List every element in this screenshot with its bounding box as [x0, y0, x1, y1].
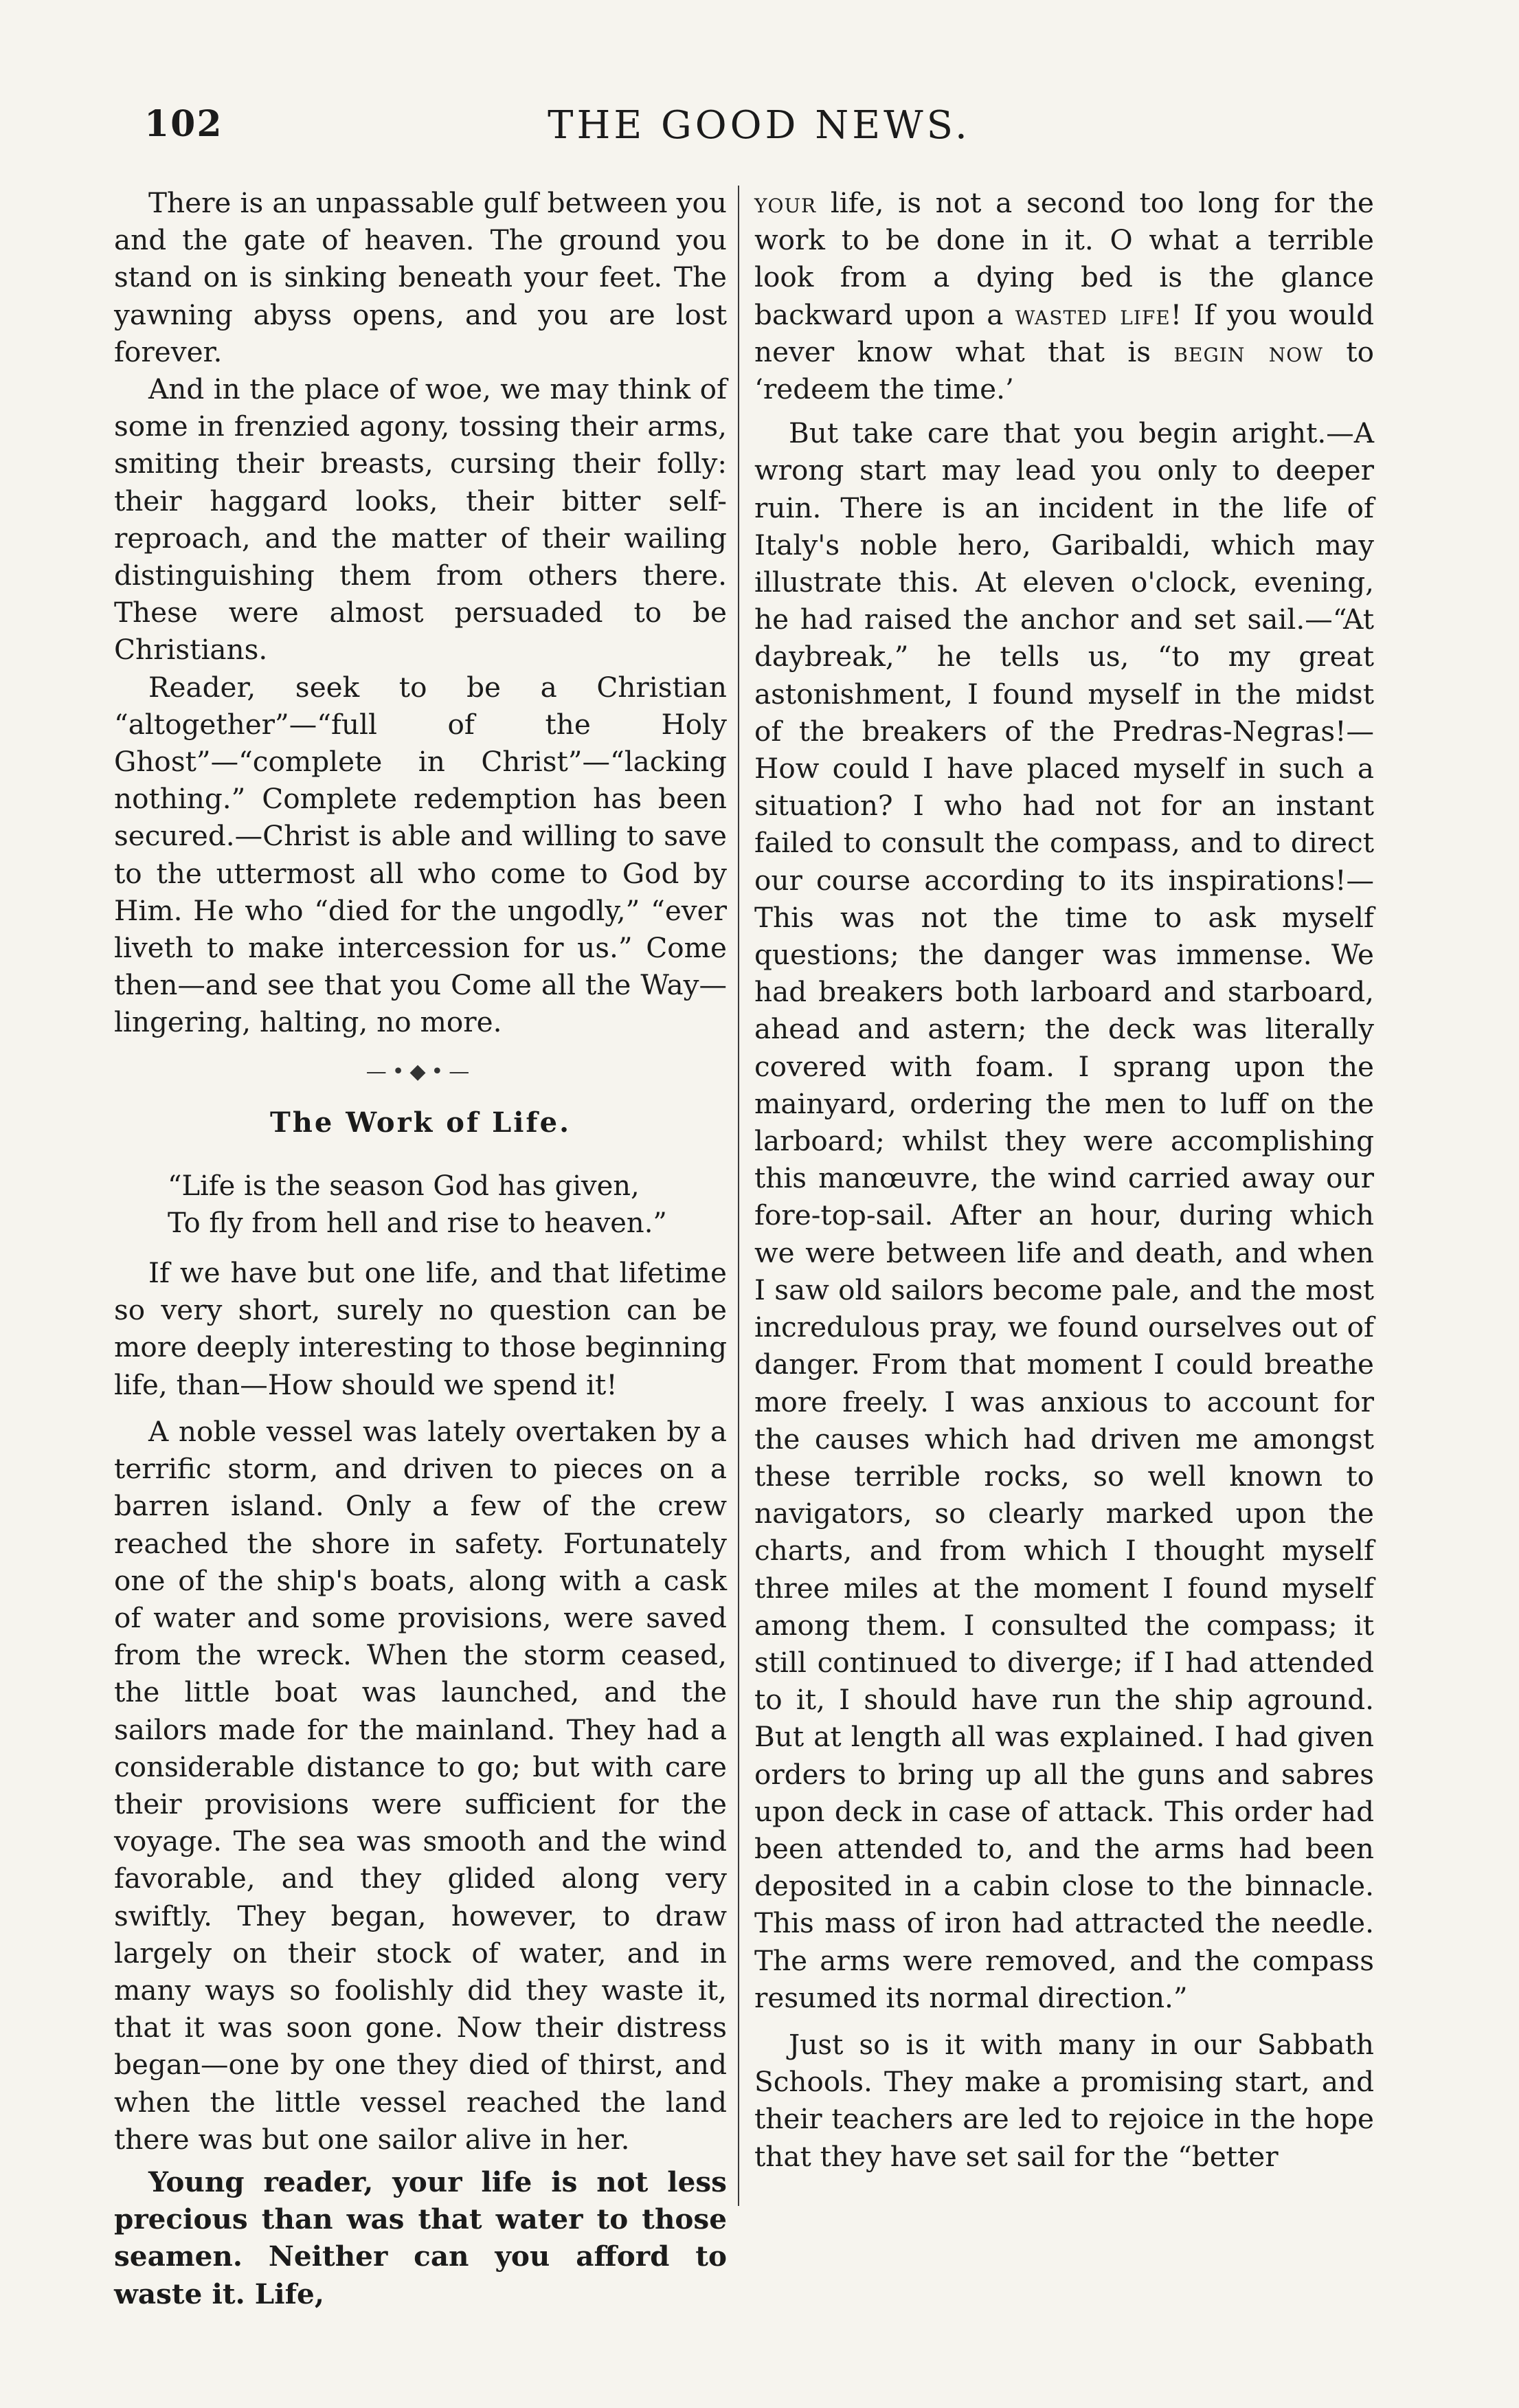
column-rule — [738, 186, 739, 2206]
paragraph: Reader, seek to be a Christian “altogether”—“full of the Holy Ghost”—“complete in Christ”—“lacking nothing.” Complete redemption has been secured.—Christ is able and willing to save to the uttermost all who come to God by Him. He who “died for the ungodly,” “ever liveth to make intercession for us.” Come then—and see that you Come all the Way—lingering, halting, no more. — [114, 670, 727, 1039]
paragraph: If we have but one life, and that lifetime so very short, surely no question can be more deeply interesting to those beginning life, than—How should we spend it! — [114, 1256, 727, 1401]
paragraph: But take care that you begin aright.—A wrong start may lead you only to deeper ruin. There is an incident in the life of Italy's noble hero, Garibaldi, which may illustrate this. At eleven o'clock, evening, he had raised the anchor and set sail.—“At daybreak,” he tells us, “to my great astonishment, I found myself in the midst of the breakers of the Predras-Negras!—How could I have placed myself in such a situation? I who had not for an instant failed to consult the compass, and to direct our course according to its inspirations!—This was not the time to ask myself questions; the danger was immense. We had breakers both larboard and starboard, ahead and astern; the deck was literally covered with foam. I sprang upon the mainyard, ordering the men to luff on the larboard; whilst they were accomplishing this manœuvre, the wind carried away our fore-top-sail. After an hour, during which we were between life and death, and when I saw old sailors become pale, and the most incredulous pray, we found ourselves out of danger. From that moment I could breathe more freely. I was anxious to account for the causes which had driven me amongst these terrible rocks, so well known to navigators, so clearly marked upon the charts, and from which I thought myself three miles at the moment I found myself among them. I consulted the compass; it still continued to diverge; if I had attended to it, I should have run the ship aground. But at length all was explained. I had given orders to bring up all the guns and sabres upon deck in case of attack. This order had been attended to, and the arms had been deposited in a cabin close to the binnacle. This mass of iron had attracted the needle. The arms were removed, and the compass resumed its normal direction.” — [754, 416, 1374, 2014]
text-run: life, is not a second too long for the work to be done in it. O what a terrible look from a dying bed is the glance backward upon a — [754, 186, 1374, 331]
text-run: to ‘redeem the time.’ — [754, 335, 1374, 406]
page-number: 102 — [144, 103, 223, 145]
verse-line: “Life is the season God has given, — [168, 1170, 640, 1203]
running-title: THE GOOD NEWS. — [548, 103, 971, 148]
page-header — [144, 103, 1374, 165]
section-separator: —•◆•— — [365, 1059, 475, 1084]
paragraph — [754, 184, 1374, 408]
right-column — [754, 184, 1374, 2175]
paragraph: A noble vessel was lately overtaken by a terrific storm, and driven to pieces on a barren island. Only a few of the crew reached the shore in safety. Fortunately one of the ship's boats, along with a cask of water and some provisions, were saved from the wreck. When the storm ceased, the little boat was launched, and the sailors made for the mainland. They had a considerable distance to go; but with care their provisions were sufficient for the voyage. The sea was smooth and the wind favorable, and they glided along very swiftly. They began, however, to draw largely on their stock of water, and in many ways so foolishly did they waste it, that it was soon gone. Now their distress began—one by one they died of thirst, and when the little vessel reached the land there was but one sailor alive in her. — [114, 1414, 727, 2156]
paragraph: Just so is it with many in our Sabbath Schools. They make a promising start, and their teachers are led to rejoice in the hope that they have set sail for the “better — [754, 2027, 1374, 2173]
small-caps-text: wasted life — [1015, 298, 1171, 331]
paragraph: There is an unpassable gulf between you and the gate of heaven. The ground you stand on is sinking beneath your feet. The yawning abyss opens, and you are lost forever. — [114, 186, 727, 368]
small-caps-text: your — [754, 186, 817, 219]
text-run: ! If you would never know what that is — [754, 298, 1375, 368]
epigraph-verse — [168, 1168, 727, 1242]
paragraph: And in the place of woe, we may think of some in frenzied agony, tossing their arms, smiting their breasts, cursing their folly: their haggard looks, their bitter self-reproach, and the matter of their wailing distinguishing them from others there. These were almost persuaded to be Christians. — [114, 372, 727, 667]
small-caps-text: begin now — [1173, 335, 1323, 368]
verse-line: To fly from hell and rise to heaven.” — [168, 1207, 667, 1240]
paragraph: Young reader, your life is not less precious than was that water to those seamen. Neither can you afford to waste it. Life, — [114, 2165, 727, 2310]
section-title: The Work of Life. — [270, 1106, 571, 1139]
left-column — [114, 184, 727, 2312]
